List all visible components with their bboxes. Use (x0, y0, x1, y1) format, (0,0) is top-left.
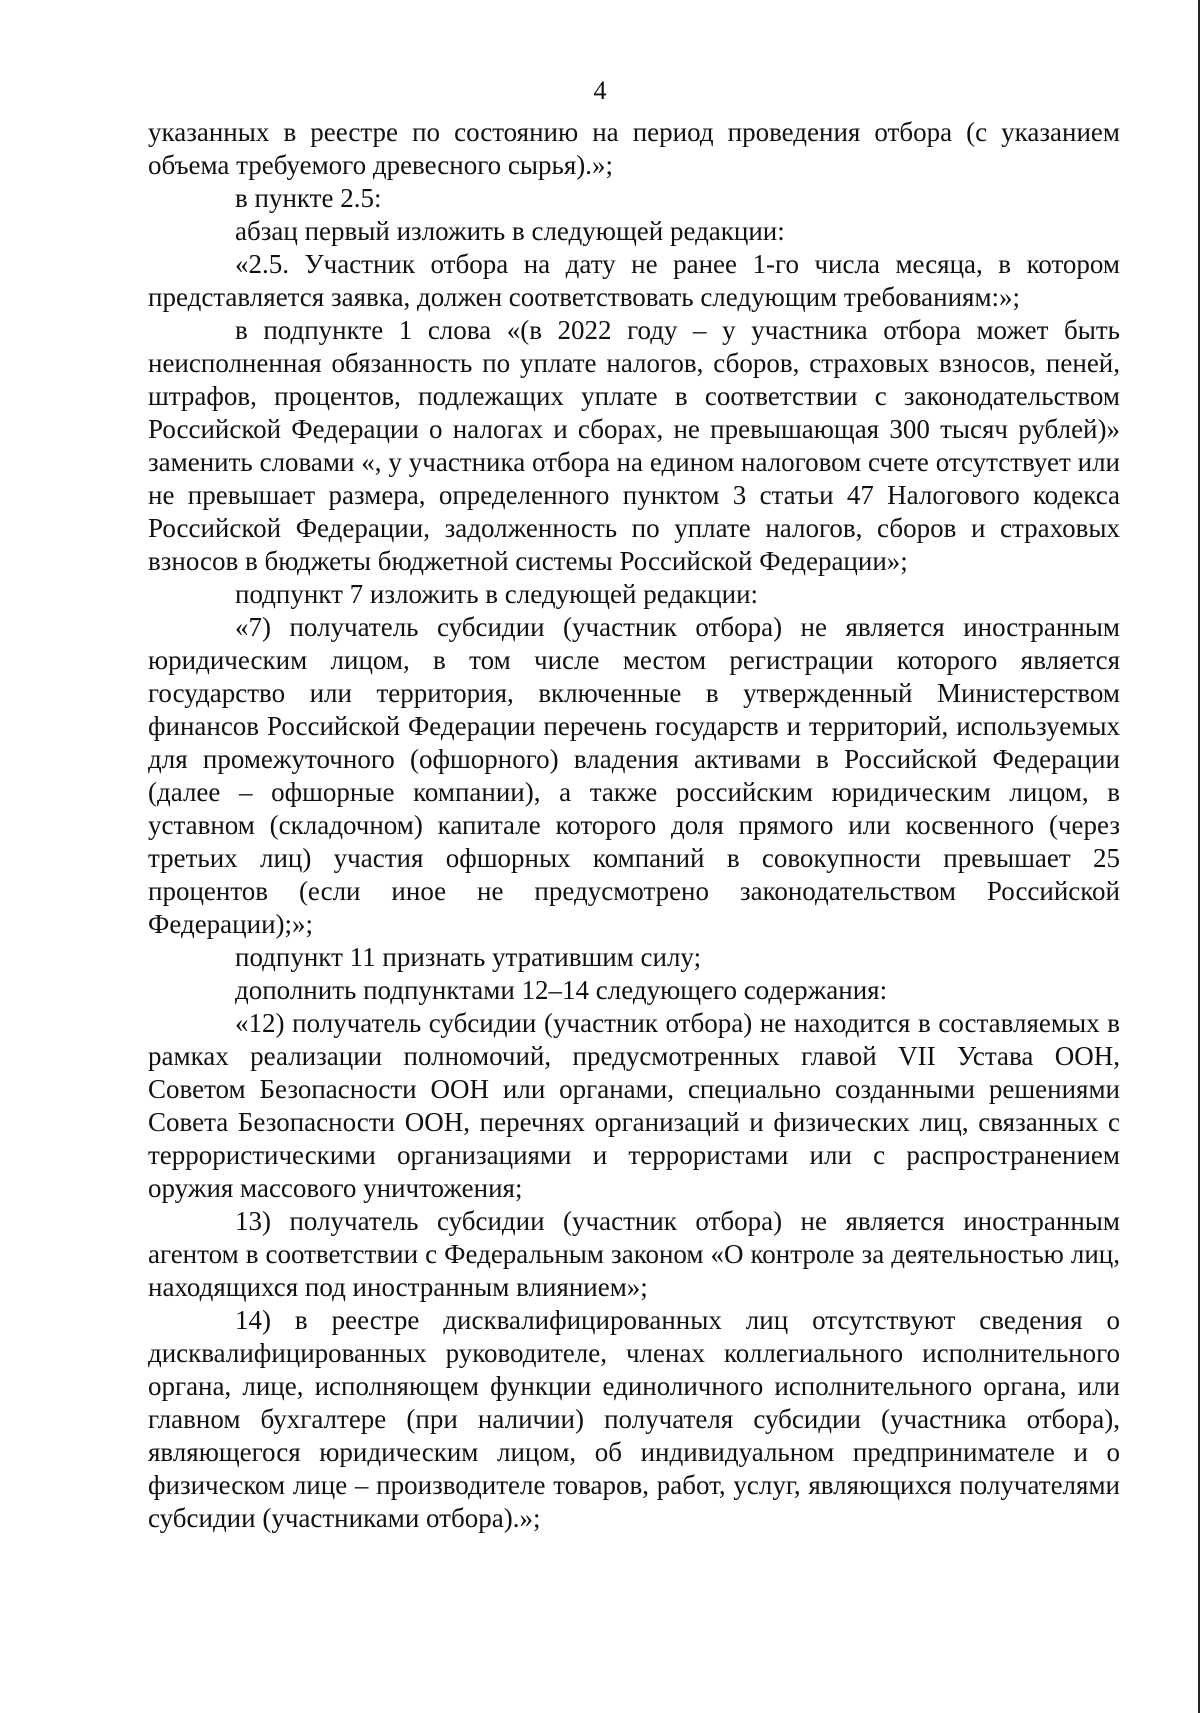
paragraph-subclause-13: 13) получатель субсидии (участник отбора) не является иностранным агентом в соответствии с Федеральным законом «О контроле за деятельностью лиц, находящихся под иностранным влиянием»; (148, 1206, 1120, 1302)
paragraph-2-5-text: «2.5. Участник отбора на дату не ранее 1-го числа месяца, в котором представляется заявка, должен соответствовать следующим требованиям:»; (148, 249, 1120, 312)
paragraph-continuation: указанных в реестре по состоянию на период проведения отбора (с указанием объема требуемого древесного сырья).»; (148, 117, 1120, 180)
paragraph-subclause-7-text: «7) получатель субсидии (участник отбора) не является иностранным юридическим лицом, в том числе местом регистрации которого является государство или территория, включенные в утвержденный Министерством финансов Российской Федерации перечень государств и территорий, используемых для промежуточного (офшорного) владения активами в Российской Федерации (далее – офшорные компании), а также российским юридическим лицом, в уставном (складочном) капитале которого доля прямого или косвенного (через третьих лиц) участия офшорных компаний в совокупности превышает 25 процентов (если иное не предусмотрено законодательством Российской Федерации);»; (148, 612, 1120, 939)
document-body (148, 116, 1120, 1535)
page-number: 4 (593, 76, 607, 105)
paragraph-subclause-7-edit: подпункт 7 изложить в следующей редакции: (235, 579, 759, 609)
paragraph-subclause-12: «12) получатель субсидии (участник отбора) не находится в составляемых в рамках реализации полномочий, предусмотренных главой VII Устава ООН, Советом Безопасности ООН или органами, специально созданными решениями Совета Безопасности ООН, перечнях организаций и физических лиц, связанных с террористическими организациями и террористами или с распространением оружия массового уничтожения; (148, 1008, 1120, 1203)
paragraph-clause-2-5: в пункте 2.5: (235, 183, 382, 213)
paragraph-subclause-1: в подпункте 1 слова «(в 2022 году – у участника отбора может быть неисполненная обязанность по уплате налогов, сборов, страховых взносов, пеней, штрафов, процентов, подлежащих уплате в соответствии с законодательством Российской Федерации о налогах и сборах, не превышающая 300 тысяч рублей)» заменить словами «, у участника отбора на едином налоговом счете отсутствует или не превышает размера, определенного пунктом 3 статьи 47 Налогового кодекса Российской Федерации, задолженность по уплате налогов, сборов и страховых взносов в бюджеты бюджетной системы Российской Федерации»; (148, 315, 1120, 576)
paragraph-add-subclauses: дополнить подпунктами 12–14 следующего содержания: (235, 975, 888, 1005)
paragraph-first-para-edit: абзац первый изложить в следующей редакции: (235, 216, 785, 246)
paragraph-subclause-11: подпункт 11 признать утратившим силу; (235, 942, 702, 972)
paragraph-subclause-14: 14) в реестре дисквалифицированных лиц отсутствуют сведения о дисквалифицированных руководителе, членах коллегиального исполнительного органа, лице, исполняющем функции единоличного исполнительного органа, или главном бухгалтере (при наличии) получателя субсидии (участника отбора), являющегося юридическим лицом, об индивидуальном предпринимателе и о физическом лице – производителе товаров, работ, услуг, являющихся получателями субсидии (участниками отбора).»; (148, 1305, 1120, 1533)
